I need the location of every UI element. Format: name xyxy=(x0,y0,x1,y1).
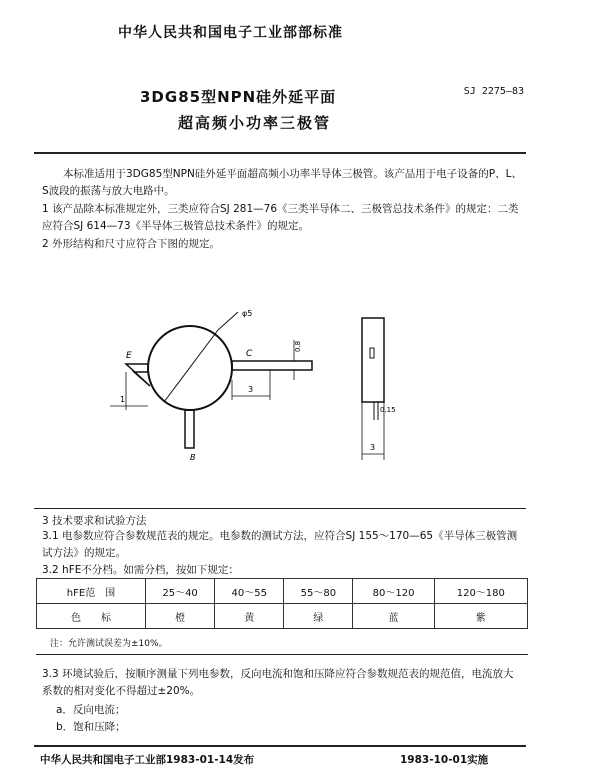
emitter-label: E xyxy=(126,351,132,361)
side-view-body xyxy=(362,318,384,402)
effective-date: 1983-10-01实施 xyxy=(400,754,489,766)
table-cell: 80～120 xyxy=(353,579,434,604)
published-date: 中华人民共和国电子工业部1983-01-14发布 xyxy=(40,754,255,766)
table-cell: 40～55 xyxy=(215,579,284,604)
section-rule xyxy=(34,508,526,509)
table-row xyxy=(37,579,528,604)
intro-paragraph: 本标准适用于3DG85型NPN硅外延平面超高频小功率半导体三极管。该产品用于电子设备的P、L、S波段的振荡与放大电路中。 xyxy=(42,168,522,197)
table-cell: 黄 xyxy=(215,604,284,629)
diameter-leader xyxy=(218,312,238,330)
thickness-label: 0.8 xyxy=(294,340,302,352)
emitter-lead xyxy=(126,364,150,386)
table-row xyxy=(37,604,528,629)
side-width-label: 3 xyxy=(370,443,376,452)
diameter-line xyxy=(164,330,218,402)
title-line1: 3DG85型NPN硅外延平面 xyxy=(140,88,337,106)
table-cell: 25～40 xyxy=(146,579,215,604)
organization-header: 中华人民共和国电子工业部部标准 xyxy=(118,25,343,41)
collector-label: C xyxy=(246,349,253,359)
base-label: B xyxy=(190,453,196,462)
side-view-tab xyxy=(370,348,374,358)
color-code-table xyxy=(36,578,528,629)
collector-lead xyxy=(232,361,312,370)
standard-number: SJ 2275—83 xyxy=(463,86,524,97)
table-note: 注：允许测试误差为±10%。 xyxy=(50,639,168,649)
outline-drawing xyxy=(100,300,440,470)
table-head-cell: hFE范 围 xyxy=(37,579,146,604)
clause-3-2: 3.2 hFE不分档。如需分档，按如下规定： xyxy=(42,564,239,576)
top-rule xyxy=(34,152,526,154)
clause-3: 3 技术要求和试验方法 xyxy=(42,515,147,527)
lead-length-label: 3 xyxy=(248,385,254,394)
item-a: a．反向电流； xyxy=(56,704,126,716)
footer-rule xyxy=(34,745,526,747)
table-cell: 紫 xyxy=(434,604,527,629)
table-cell: 绿 xyxy=(284,604,353,629)
table-cell: 55～80 xyxy=(284,579,353,604)
item-b: b．饱和压降； xyxy=(56,721,126,733)
note-rule xyxy=(36,654,528,655)
table-cell: 蓝 xyxy=(353,604,434,629)
table-cell: 120～180 xyxy=(434,579,527,604)
left-length-label: 1 xyxy=(120,395,126,404)
clause-2: 2 外形结构和尺寸应符合下图的规定。 xyxy=(42,238,221,250)
diameter-label: φ5 xyxy=(242,309,253,318)
clause-3-3: 3.3 环境试验后，按顺序测量下列电参数，反向电流和饱和压降应符合参数规范表的规范值，电流放大系数的相对变化不得超过±20%。 xyxy=(42,668,514,697)
title-line2: 超高频小功率三极管 xyxy=(178,114,332,132)
base-lead xyxy=(185,410,194,448)
table-cell: 橙 xyxy=(146,604,215,629)
side-lead-label: 0.15 xyxy=(380,406,396,414)
clause-1: 1 该产品除本标准规定外，三类应符合SJ 281—76《三类半导体二、三极管总技术条件》的规定：二类应符合SJ 614—73《半导体三极管总技术条件》的规定。 xyxy=(42,203,519,232)
clause-3-1: 3.1 电参数应符合参数规范表的规定。电参数的测试方法，应符合SJ 155～170—65《半导体三极管测试方法》的规定。 xyxy=(42,530,518,559)
table-head-cell: 色 标 xyxy=(37,604,146,629)
